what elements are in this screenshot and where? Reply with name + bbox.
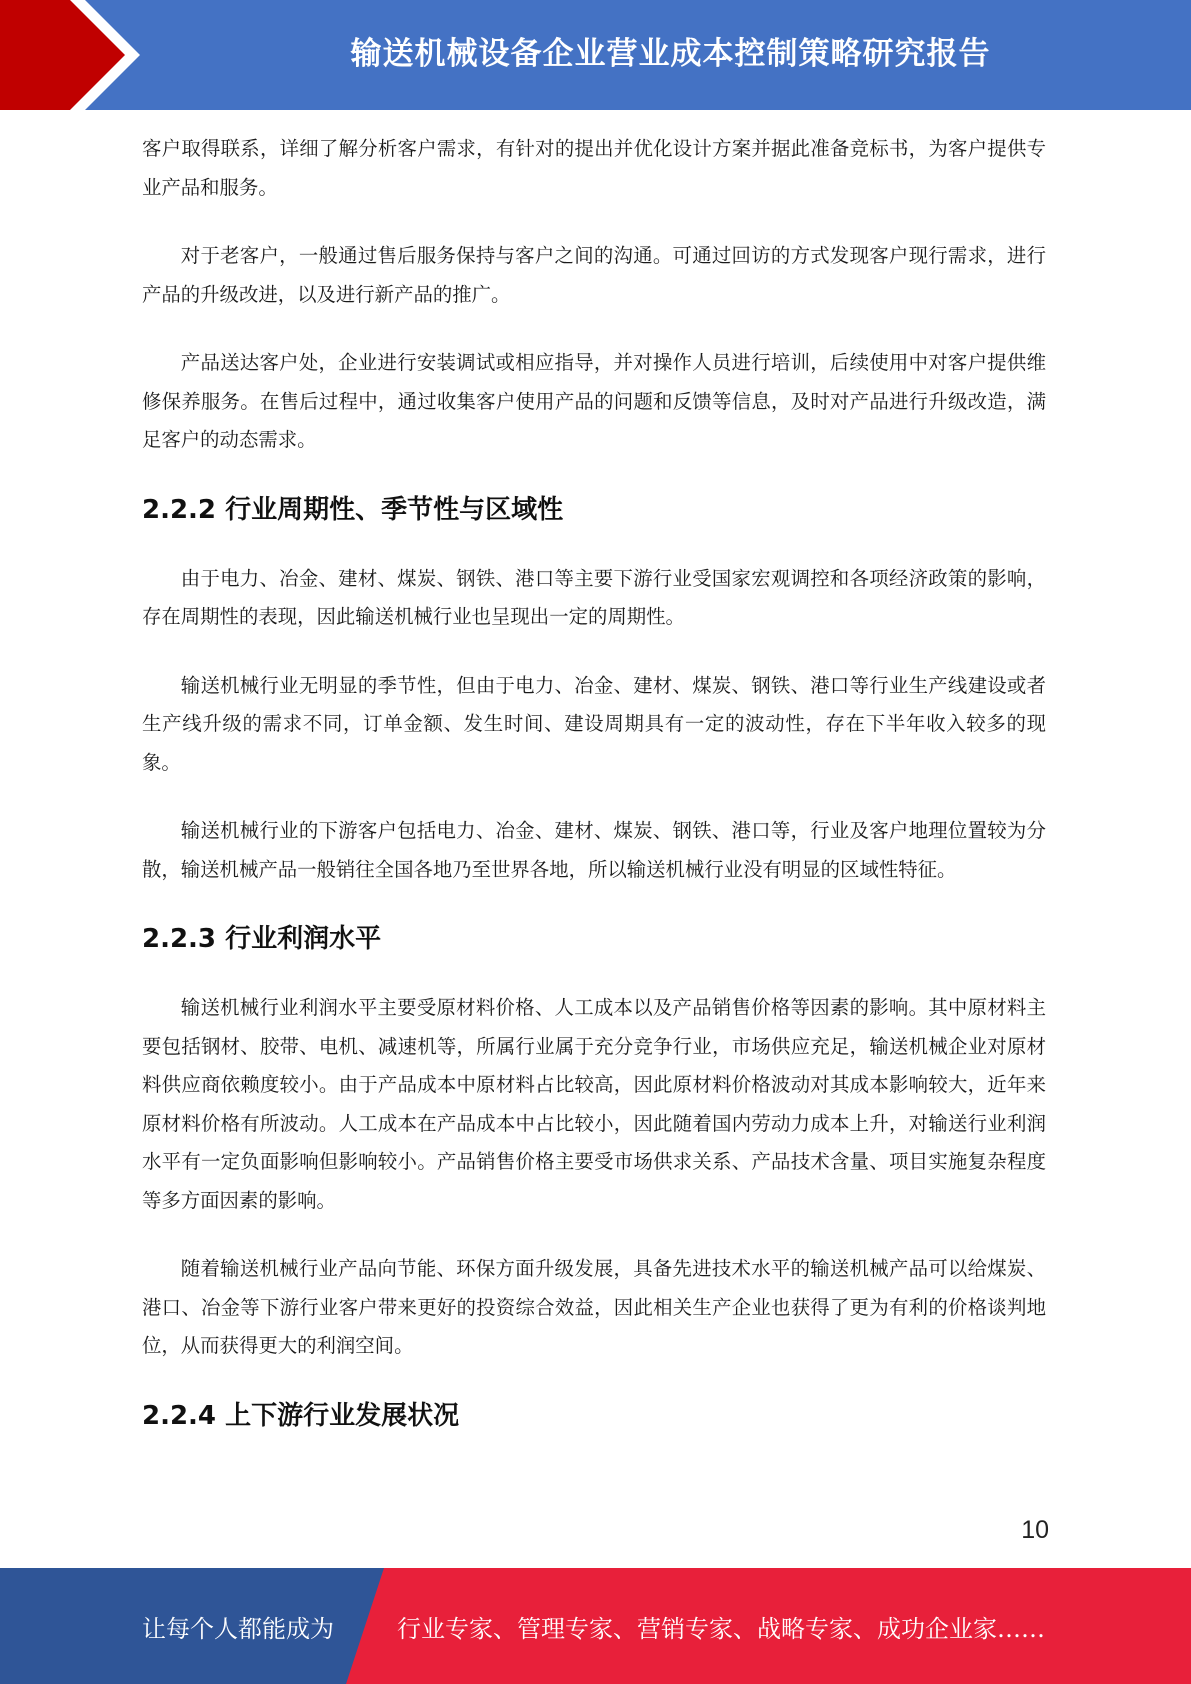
footer-slogan-left: 让每个人都能成为	[142, 1614, 334, 1643]
footer-slogan-right: 行业专家、管理专家、营销专家、战略专家、成功企业家……	[397, 1614, 1045, 1643]
page-header	[0, 0, 1191, 110]
paragraph-continued: 客户取得联系，详细了解分析客户需求，有针对的提出并优化设计方案并据此准备竞标书，为客户提供专业产品和服务。	[142, 137, 1046, 199]
paragraph-cyclicality: 由于电力、冶金、建材、煤炭、钢铁、港口等主要下游行业受国家宏观调控和各项经济政策的影响，存在周期性的表现，因此输送机械行业也呈现出一定的周期性。	[142, 566, 1046, 628]
section-heading-2-2-2: 2.2.2 行业周期性、季节性与区域性	[142, 494, 564, 525]
page-content	[142, 130, 1046, 1436]
paragraph-upgrade-profit: 随着输送机械行业产品向节能、环保方面升级发展，具备先进技术水平的输送机械产品可以给煤炭、港口、冶金等下游行业客户带来更好的投资综合效益，因此相关生产企业也获得了更为有利的价格谈判地位，从而获得更大的利润空间。	[142, 1257, 1046, 1357]
page-footer	[0, 1568, 1191, 1684]
paragraph-old-clients: 对于老客户，一般通过售后服务保持与客户之间的沟通。可通过回访的方式发现客户现行需求，进行产品的升级改进，以及进行新产品的推广。	[142, 244, 1046, 306]
report-title: 输送机械设备企业营业成本控制策略研究报告	[350, 35, 991, 72]
paragraph-profit-level: 输送机械行业利润水平主要受原材料价格、人工成本以及产品销售价格等因素的影响。其中原材料主要包括钢材、胶带、电机、减速机等，所属行业属于充分竞争行业，市场供应充足，输送机械企业对原材料供应商依赖度较小。由于产品成本中原材料占比较高，因此原材料价格波动对其成本影响较大，近年来原材料价格有所波动。人工成本在产品成本中占比较小，因此随着国内劳动力成本上升，对输送行业利润水平有一定负面影响但影响较小。产品销售价格主要受市场供求关系、产品技术含量、项目实施复杂程度等多方面因素的影响。	[142, 996, 1046, 1212]
section-heading-2-2-3: 2.2.3 行业利润水平	[142, 924, 382, 954]
page-number: 10	[1021, 1516, 1049, 1544]
section-heading-2-2-4: 2.2.4 上下游行业发展状况	[142, 1400, 460, 1431]
paragraph-seasonality: 输送机械行业无明显的季节性，但由于电力、冶金、建材、煤炭、钢铁、港口等行业生产线建设或者生产线升级的需求不同，订单金额、发生时间、建设周期具有一定的波动性，存在下半年收入较多的现象。	[142, 673, 1046, 774]
paragraph-delivery-service: 产品送达客户处，企业进行安装调试或相应指导，并对操作人员进行培训，后续使用中对客户提供维修保养服务。在售后过程中，通过收集客户使用产品的问题和反馈等信息，及时对产品进行升级改造，满足客户的动态需求。	[142, 351, 1046, 451]
paragraph-regionality: 输送机械行业的下游客户包括电力、冶金、建材、煤炭、钢铁、港口等，行业及客户地理位置较为分散，输送机械产品一般销往全国各地乃至世界各地，所以输送机械行业没有明显的区域性特征。	[142, 819, 1046, 881]
